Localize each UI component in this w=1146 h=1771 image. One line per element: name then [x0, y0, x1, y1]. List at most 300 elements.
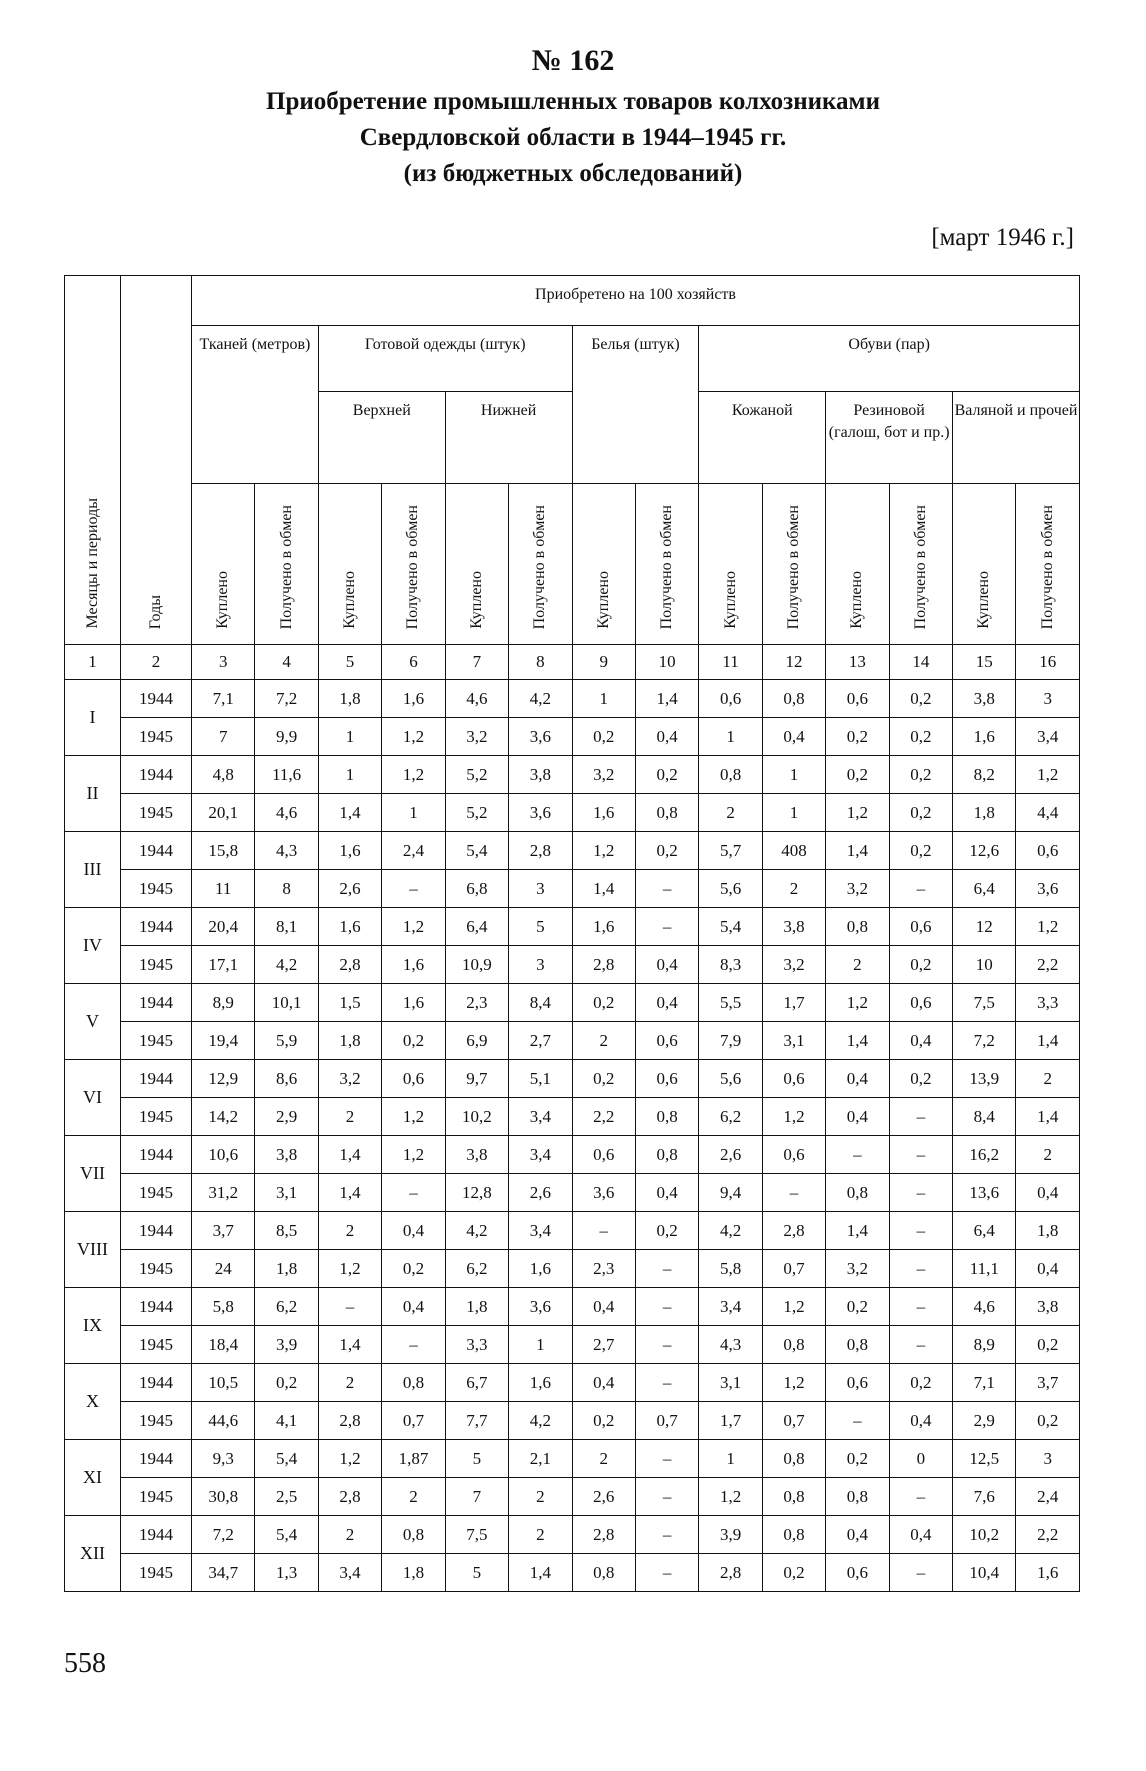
value-cell: 2 [1016, 1060, 1080, 1098]
value-cell: 7,2 [192, 1516, 255, 1554]
value-cell: 3 [1016, 1440, 1080, 1478]
value-cell: 0,4 [889, 1402, 952, 1440]
value-cell: 7,1 [192, 680, 255, 718]
year-cell: 1945 [121, 1554, 192, 1592]
value-cell: 0,2 [382, 1022, 445, 1060]
value-cell: 5,8 [192, 1288, 255, 1326]
value-cell: – [889, 1098, 952, 1136]
value-cell: 10,2 [445, 1098, 508, 1136]
value-cell: 2 [318, 1364, 381, 1402]
month-cell: X [65, 1364, 121, 1440]
value-cell: – [635, 1250, 698, 1288]
value-cell: 0,4 [1016, 1250, 1080, 1288]
year-cell: 1944 [121, 1516, 192, 1554]
value-cell: 2,3 [572, 1250, 635, 1288]
value-cell: 11,6 [255, 756, 318, 794]
value-cell: 4,6 [953, 1288, 1016, 1326]
value-cell: – [635, 1478, 698, 1516]
value-cell: 5,6 [699, 1060, 762, 1098]
value-cell: 7,2 [953, 1022, 1016, 1060]
value-cell: 0,8 [382, 1516, 445, 1554]
value-cell: 5,2 [445, 794, 508, 832]
value-cell: 0,8 [826, 908, 889, 946]
column-number: 13 [826, 645, 889, 680]
value-cell: 3,8 [1016, 1288, 1080, 1326]
value-cell: – [889, 1326, 952, 1364]
value-cell: 1,4 [1016, 1098, 1080, 1136]
value-cell: 10,9 [445, 946, 508, 984]
value-cell: 1,8 [382, 1554, 445, 1592]
column-number: 8 [509, 645, 572, 680]
value-cell: 4,6 [445, 680, 508, 718]
value-cell: 3,4 [699, 1288, 762, 1326]
value-cell: 7,9 [699, 1022, 762, 1060]
value-cell: 15,8 [192, 832, 255, 870]
value-cell: 8,4 [509, 984, 572, 1022]
value-cell: 1,2 [1016, 756, 1080, 794]
value-cell: 3,2 [826, 870, 889, 908]
header-felt: Валяной и прочей [953, 392, 1080, 484]
value-cell: 6,8 [445, 870, 508, 908]
value-cell: 2,7 [509, 1022, 572, 1060]
value-cell: 13,6 [953, 1174, 1016, 1212]
value-cell: 3,8 [762, 908, 825, 946]
year-cell: 1944 [121, 832, 192, 870]
table-row [65, 1516, 1080, 1554]
value-cell: 8,4 [953, 1098, 1016, 1136]
table-row [65, 1250, 1080, 1288]
table-row [65, 1136, 1080, 1174]
value-cell: 2,9 [255, 1098, 318, 1136]
value-cell: 0,2 [255, 1364, 318, 1402]
year-cell: 1945 [121, 718, 192, 756]
header-bought: Куплено [826, 484, 889, 645]
value-cell: 0,2 [826, 1288, 889, 1326]
table-row [65, 1364, 1080, 1402]
column-number: 6 [382, 645, 445, 680]
value-cell: 5,1 [509, 1060, 572, 1098]
value-cell: 8,1 [255, 908, 318, 946]
table-row [65, 908, 1080, 946]
value-cell: 7,2 [255, 680, 318, 718]
value-cell: 3,1 [255, 1174, 318, 1212]
value-cell: 0,4 [382, 1212, 445, 1250]
value-cell: 0,6 [826, 1364, 889, 1402]
value-cell: 1,87 [382, 1440, 445, 1478]
header-leather: Кожаной [699, 392, 826, 484]
value-cell: 5,4 [255, 1440, 318, 1478]
value-cell: 0,8 [762, 1440, 825, 1478]
value-cell: – [889, 1478, 952, 1516]
value-cell: – [889, 1136, 952, 1174]
year-cell: 1944 [121, 1136, 192, 1174]
header-bought: Куплено [572, 484, 635, 645]
table-row [65, 1478, 1080, 1516]
year-cell: 1945 [121, 1250, 192, 1288]
year-cell: 1944 [121, 756, 192, 794]
value-cell: 16,2 [953, 1136, 1016, 1174]
value-cell: 2,3 [445, 984, 508, 1022]
value-cell: 4,2 [445, 1212, 508, 1250]
value-cell: 1,6 [318, 832, 381, 870]
table-row [65, 1440, 1080, 1478]
value-cell: 0,8 [635, 794, 698, 832]
value-cell: 8 [255, 870, 318, 908]
header-bought: Куплено [699, 484, 762, 645]
month-cell: IX [65, 1288, 121, 1364]
value-cell: 5,9 [255, 1022, 318, 1060]
value-cell: 5,4 [699, 908, 762, 946]
value-cell: 2,9 [953, 1402, 1016, 1440]
value-cell: 0,6 [762, 1060, 825, 1098]
table-row [65, 756, 1080, 794]
value-cell: 1 [572, 680, 635, 718]
header-exchanged: Получено в обмен [1016, 484, 1080, 645]
value-cell: 0,4 [382, 1288, 445, 1326]
value-cell: 0,2 [889, 756, 952, 794]
value-cell: 0,4 [635, 984, 698, 1022]
value-cell: 7,6 [953, 1478, 1016, 1516]
column-number: 12 [762, 645, 825, 680]
value-cell: 1,6 [953, 718, 1016, 756]
value-cell: 0,6 [699, 680, 762, 718]
value-cell: 6,7 [445, 1364, 508, 1402]
value-cell: 0,8 [572, 1554, 635, 1592]
value-cell: 5 [509, 908, 572, 946]
value-cell: 7 [445, 1478, 508, 1516]
value-cell: – [889, 1212, 952, 1250]
value-cell: 0,6 [635, 1060, 698, 1098]
value-cell: 0,2 [635, 832, 698, 870]
value-cell: – [826, 1136, 889, 1174]
page-number: 558 [64, 1648, 106, 1679]
value-cell: 3,4 [509, 1098, 572, 1136]
value-cell: 8,5 [255, 1212, 318, 1250]
value-cell: 0,4 [1016, 1174, 1080, 1212]
value-cell: 5,2 [445, 756, 508, 794]
month-cell: IV [65, 908, 121, 984]
value-cell: 0,6 [889, 908, 952, 946]
value-cell: 0,8 [635, 1098, 698, 1136]
year-cell: 1944 [121, 984, 192, 1022]
value-cell: 0,2 [572, 1060, 635, 1098]
value-cell: 10 [953, 946, 1016, 984]
column-number: 11 [699, 645, 762, 680]
value-cell: 1,7 [699, 1402, 762, 1440]
value-cell: 12,9 [192, 1060, 255, 1098]
value-cell: 0,6 [889, 984, 952, 1022]
value-cell: 0,2 [1016, 1326, 1080, 1364]
value-cell: 11,1 [953, 1250, 1016, 1288]
value-cell: 0,8 [635, 1136, 698, 1174]
value-cell: 1,5 [318, 984, 381, 1022]
header-month: Месяцы и периоды [65, 276, 121, 645]
value-cell: 0,4 [635, 946, 698, 984]
value-cell: 3,6 [509, 1288, 572, 1326]
value-cell: 2,2 [1016, 946, 1080, 984]
value-cell: 1,6 [509, 1364, 572, 1402]
header-exchanged: Получено в обмен [889, 484, 952, 645]
value-cell: 2 [1016, 1136, 1080, 1174]
value-cell: 0,2 [382, 1250, 445, 1288]
value-cell: – [889, 1250, 952, 1288]
value-cell: – [635, 1440, 698, 1478]
value-cell: 1,6 [382, 680, 445, 718]
value-cell: 18,4 [192, 1326, 255, 1364]
header-linen: Белья (штук) [572, 326, 699, 484]
value-cell: 2,8 [699, 1554, 762, 1592]
document-date: [март 1946 г.] [931, 224, 1074, 251]
value-cell: 4,2 [509, 1402, 572, 1440]
value-cell: 1,2 [826, 794, 889, 832]
year-cell: 1945 [121, 1326, 192, 1364]
value-cell: 3,7 [1016, 1364, 1080, 1402]
value-cell: 8,6 [255, 1060, 318, 1098]
header-year: Годы [121, 276, 192, 645]
value-cell: 2 [509, 1516, 572, 1554]
value-cell: 408 [762, 832, 825, 870]
value-cell: 0,4 [826, 1098, 889, 1136]
value-cell: 1,7 [762, 984, 825, 1022]
value-cell: 9,7 [445, 1060, 508, 1098]
value-cell: 1,4 [318, 1136, 381, 1174]
table-row [65, 832, 1080, 870]
column-number: 7 [445, 645, 508, 680]
value-cell: 1,4 [509, 1554, 572, 1592]
value-cell: – [635, 1326, 698, 1364]
value-cell: 1 [318, 756, 381, 794]
table-row [65, 1022, 1080, 1060]
value-cell: 2 [382, 1478, 445, 1516]
value-cell: 1,4 [826, 1022, 889, 1060]
value-cell: 31,2 [192, 1174, 255, 1212]
column-number: 9 [572, 645, 635, 680]
value-cell: 0,2 [889, 718, 952, 756]
value-cell: 2,7 [572, 1326, 635, 1364]
value-cell: – [318, 1288, 381, 1326]
value-cell: 3,3 [1016, 984, 1080, 1022]
value-cell: 10,2 [953, 1516, 1016, 1554]
header-clothes: Готовой одежды (штук) [318, 326, 572, 392]
value-cell: 3,4 [318, 1554, 381, 1592]
value-cell: 1,6 [509, 1250, 572, 1288]
table-row [65, 1174, 1080, 1212]
value-cell: 2 [762, 870, 825, 908]
value-cell: 34,7 [192, 1554, 255, 1592]
value-cell: 0,8 [826, 1326, 889, 1364]
header-exchanged: Получено в обмен [635, 484, 698, 645]
column-number: 5 [318, 645, 381, 680]
value-cell: 1,2 [1016, 908, 1080, 946]
value-cell: 0,2 [572, 1402, 635, 1440]
month-cell: I [65, 680, 121, 756]
value-cell: 24 [192, 1250, 255, 1288]
value-cell: 1,6 [318, 908, 381, 946]
value-cell: 0,4 [826, 1060, 889, 1098]
value-cell: 4,8 [192, 756, 255, 794]
value-cell: 0,6 [635, 1022, 698, 1060]
value-cell: 13,9 [953, 1060, 1016, 1098]
header-bought: Куплено [953, 484, 1016, 645]
value-cell: 5,7 [699, 832, 762, 870]
column-number: 16 [1016, 645, 1080, 680]
value-cell: 0,7 [762, 1250, 825, 1288]
value-cell: 8,2 [953, 756, 1016, 794]
header-bought: Куплено [192, 484, 255, 645]
value-cell: 6,4 [953, 1212, 1016, 1250]
value-cell: 1,4 [318, 1174, 381, 1212]
value-cell: 7,7 [445, 1402, 508, 1440]
value-cell: 2,5 [255, 1478, 318, 1516]
value-cell: 4,2 [509, 680, 572, 718]
header-under: Нижней [445, 392, 572, 484]
value-cell: 0,8 [699, 756, 762, 794]
value-cell: – [889, 1554, 952, 1592]
value-cell: 6,2 [255, 1288, 318, 1326]
value-cell: 0,2 [889, 1364, 952, 1402]
value-cell: 0,2 [635, 756, 698, 794]
value-cell: 0,2 [889, 946, 952, 984]
value-cell: 2,8 [572, 946, 635, 984]
value-cell: 3,2 [445, 718, 508, 756]
value-cell: 1,2 [318, 1250, 381, 1288]
value-cell: 10,6 [192, 1136, 255, 1174]
value-cell: 2,8 [762, 1212, 825, 1250]
value-cell: 7,5 [445, 1516, 508, 1554]
value-cell: 4,3 [699, 1326, 762, 1364]
value-cell: 6,9 [445, 1022, 508, 1060]
value-cell: 9,3 [192, 1440, 255, 1478]
value-cell: 0,6 [826, 680, 889, 718]
year-cell: 1945 [121, 1402, 192, 1440]
month-cell: XI [65, 1440, 121, 1516]
table-row [65, 1060, 1080, 1098]
month-cell: VII [65, 1136, 121, 1212]
year-cell: 1945 [121, 870, 192, 908]
value-cell: 0,4 [572, 1288, 635, 1326]
value-cell: 5,4 [255, 1516, 318, 1554]
value-cell: 2 [572, 1022, 635, 1060]
value-cell: 30,8 [192, 1478, 255, 1516]
value-cell: 1,4 [318, 1326, 381, 1364]
value-cell: 0,4 [572, 1364, 635, 1402]
value-cell: 3,4 [509, 1136, 572, 1174]
value-cell: 5,4 [445, 832, 508, 870]
value-cell: 12,5 [953, 1440, 1016, 1478]
value-cell: – [889, 870, 952, 908]
value-cell: 0,2 [826, 718, 889, 756]
month-cell: VIII [65, 1212, 121, 1288]
value-cell: 8,3 [699, 946, 762, 984]
value-cell: 0,8 [762, 1478, 825, 1516]
value-cell: – [572, 1212, 635, 1250]
year-cell: 1945 [121, 946, 192, 984]
value-cell: 0,4 [889, 1516, 952, 1554]
table-row [65, 794, 1080, 832]
value-cell: 1,2 [382, 756, 445, 794]
month-cell: II [65, 756, 121, 832]
value-cell: 0,8 [826, 1174, 889, 1212]
year-cell: 1944 [121, 1364, 192, 1402]
column-number: 1 [65, 645, 121, 680]
value-cell: 0,4 [635, 718, 698, 756]
value-cell: 4,3 [255, 832, 318, 870]
value-cell: – [382, 870, 445, 908]
value-cell: 0,6 [382, 1060, 445, 1098]
value-cell: 1 [699, 1440, 762, 1478]
value-cell: – [382, 1326, 445, 1364]
value-cell: 0,8 [762, 1326, 825, 1364]
value-cell: 2,4 [382, 832, 445, 870]
value-cell: 3,9 [699, 1516, 762, 1554]
value-cell: 1,2 [382, 718, 445, 756]
value-cell: 6,4 [445, 908, 508, 946]
value-cell: 3,8 [255, 1136, 318, 1174]
table-row [65, 1098, 1080, 1136]
value-cell: 1,8 [255, 1250, 318, 1288]
value-cell: – [889, 1174, 952, 1212]
header-rubber: Резиновой (галош, бот и пр.) [826, 392, 953, 484]
table-row [65, 984, 1080, 1022]
value-cell: 1,4 [826, 832, 889, 870]
column-number-row [65, 645, 1080, 680]
month-cell: V [65, 984, 121, 1060]
value-cell: 0,2 [889, 832, 952, 870]
value-cell: 8,9 [953, 1326, 1016, 1364]
table-row [65, 946, 1080, 984]
column-number: 4 [255, 645, 318, 680]
document-number: № 162 [531, 44, 615, 77]
value-cell: 0,6 [826, 1554, 889, 1592]
value-cell: 7 [192, 718, 255, 756]
value-cell: 0,2 [762, 1554, 825, 1592]
value-cell: 12,8 [445, 1174, 508, 1212]
value-cell: 3,3 [445, 1326, 508, 1364]
year-cell: 1944 [121, 1060, 192, 1098]
value-cell: 1,8 [953, 794, 1016, 832]
value-cell: 2,2 [1016, 1516, 1080, 1554]
value-cell: 0,2 [572, 718, 635, 756]
value-cell: 3,6 [509, 718, 572, 756]
value-cell: 2 [826, 946, 889, 984]
value-cell: – [826, 1402, 889, 1440]
header-shoes: Обуви (пар) [699, 326, 1080, 392]
value-cell: 3,8 [509, 756, 572, 794]
value-cell: 1,2 [762, 1288, 825, 1326]
column-number: 14 [889, 645, 952, 680]
header-outer: Верхней [318, 392, 445, 484]
value-cell: 1,6 [382, 946, 445, 984]
value-cell: 3,1 [762, 1022, 825, 1060]
value-cell: 44,6 [192, 1402, 255, 1440]
value-cell: 5 [445, 1554, 508, 1592]
value-cell: 1,2 [826, 984, 889, 1022]
value-cell: 0,2 [889, 1060, 952, 1098]
value-cell: 1 [509, 1326, 572, 1364]
value-cell: 9,9 [255, 718, 318, 756]
value-cell: 5,8 [699, 1250, 762, 1288]
year-cell: 1944 [121, 680, 192, 718]
value-cell: 0,2 [572, 984, 635, 1022]
value-cell: 1,4 [826, 1212, 889, 1250]
value-cell: 3,6 [1016, 870, 1080, 908]
value-cell: 1,4 [635, 680, 698, 718]
value-cell: 1,2 [762, 1364, 825, 1402]
value-cell: 3,4 [509, 1212, 572, 1250]
column-number: 3 [192, 645, 255, 680]
year-cell: 1944 [121, 1212, 192, 1250]
value-cell: 11 [192, 870, 255, 908]
